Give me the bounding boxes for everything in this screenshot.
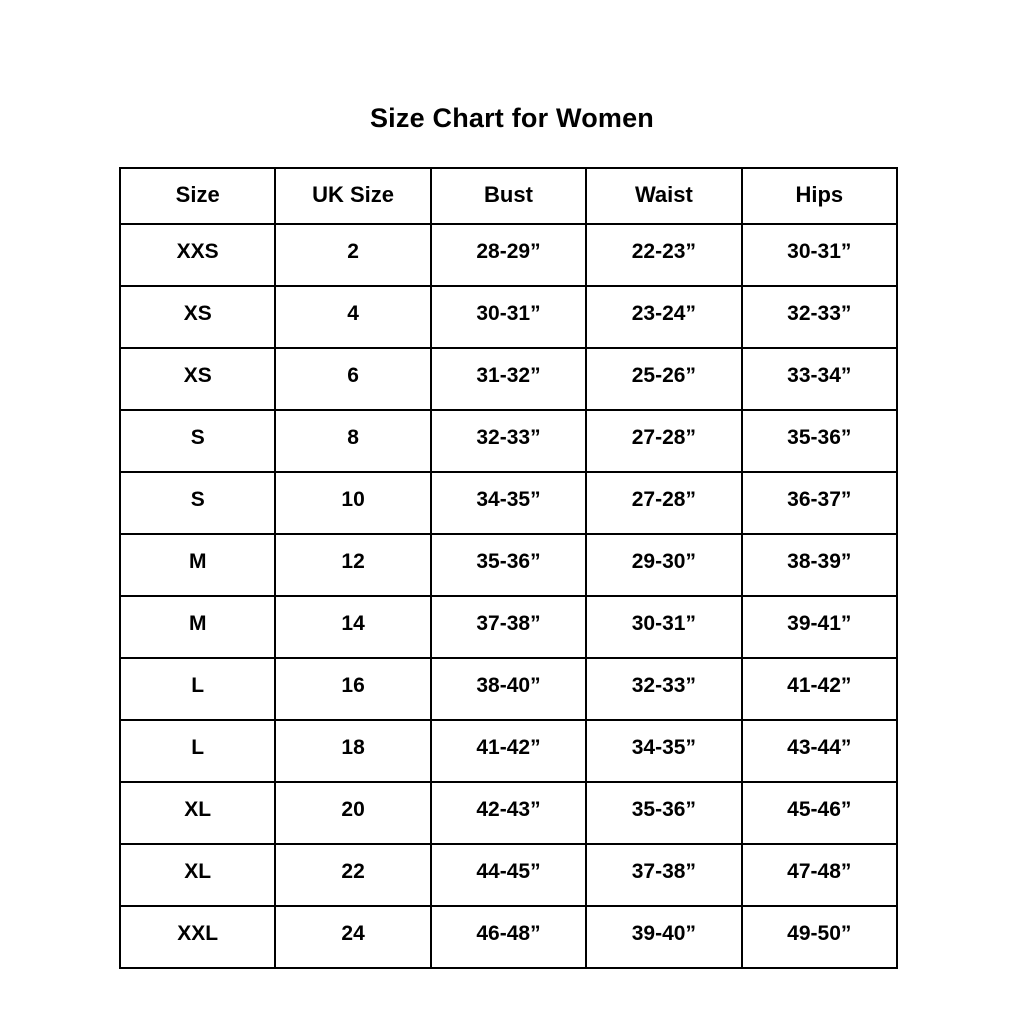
- table-cell: 16: [275, 658, 430, 720]
- table-cell: 35-36”: [431, 534, 586, 596]
- table-cell: M: [120, 596, 275, 658]
- table-cell: S: [120, 410, 275, 472]
- column-header: Bust: [431, 168, 586, 224]
- table-cell: 25-26”: [586, 348, 741, 410]
- table-row: [120, 720, 897, 782]
- table-cell: 12: [275, 534, 430, 596]
- table-cell: L: [120, 658, 275, 720]
- table-cell: 34-35”: [586, 720, 741, 782]
- table-cell: 4: [275, 286, 430, 348]
- table-row: [120, 534, 897, 596]
- table-cell: 41-42”: [742, 658, 897, 720]
- table-row: [120, 224, 897, 286]
- table-cell: 39-40”: [586, 906, 741, 968]
- table-cell: 35-36”: [586, 782, 741, 844]
- table-row: [120, 844, 897, 906]
- table-cell: 24: [275, 906, 430, 968]
- table-cell: XL: [120, 844, 275, 906]
- table-cell: 23-24”: [586, 286, 741, 348]
- table-cell: XS: [120, 286, 275, 348]
- column-header: Waist: [586, 168, 741, 224]
- column-header: Hips: [742, 168, 897, 224]
- table-cell: 39-41”: [742, 596, 897, 658]
- table-cell: 28-29”: [431, 224, 586, 286]
- table-cell: 18: [275, 720, 430, 782]
- table-body: [120, 224, 897, 968]
- table-cell: 47-48”: [742, 844, 897, 906]
- table-cell: 10: [275, 472, 430, 534]
- table-cell: 35-36”: [742, 410, 897, 472]
- table-row: [120, 348, 897, 410]
- table-header: [120, 168, 897, 224]
- table-cell: XS: [120, 348, 275, 410]
- table-cell: XL: [120, 782, 275, 844]
- table-cell: L: [120, 720, 275, 782]
- table-cell: 42-43”: [431, 782, 586, 844]
- table-cell: 46-48”: [431, 906, 586, 968]
- table-cell: 30-31”: [586, 596, 741, 658]
- table-cell: 37-38”: [586, 844, 741, 906]
- table-cell: 14: [275, 596, 430, 658]
- table-cell: 32-33”: [742, 286, 897, 348]
- table-cell: 45-46”: [742, 782, 897, 844]
- column-header: UK Size: [275, 168, 430, 224]
- table-cell: 32-33”: [431, 410, 586, 472]
- column-header: Size: [120, 168, 275, 224]
- table-row: [120, 596, 897, 658]
- table-cell: S: [120, 472, 275, 534]
- table-cell: 30-31”: [431, 286, 586, 348]
- table-cell: 32-33”: [586, 658, 741, 720]
- table-cell: 20: [275, 782, 430, 844]
- table-cell: 22-23”: [586, 224, 741, 286]
- table-cell: 37-38”: [431, 596, 586, 658]
- table-cell: 49-50”: [742, 906, 897, 968]
- table-cell: 27-28”: [586, 410, 741, 472]
- table-cell: 43-44”: [742, 720, 897, 782]
- table-cell: 38-40”: [431, 658, 586, 720]
- table-row: [120, 658, 897, 720]
- table-cell: M: [120, 534, 275, 596]
- table-cell: 41-42”: [431, 720, 586, 782]
- table-cell: 44-45”: [431, 844, 586, 906]
- page-title: Size Chart for Women: [369, 103, 655, 133]
- size-chart-table: [119, 167, 898, 969]
- table-row: [120, 472, 897, 534]
- table-cell: 38-39”: [742, 534, 897, 596]
- table-cell: 34-35”: [431, 472, 586, 534]
- table-cell: XXS: [120, 224, 275, 286]
- table-row: [120, 410, 897, 472]
- table-row: [120, 782, 897, 844]
- table-cell: 31-32”: [431, 348, 586, 410]
- table-cell: 27-28”: [586, 472, 741, 534]
- table-cell: 2: [275, 224, 430, 286]
- table-row: [120, 286, 897, 348]
- table-cell: XXL: [120, 906, 275, 968]
- table-cell: 22: [275, 844, 430, 906]
- table-cell: 6: [275, 348, 430, 410]
- table-cell: 33-34”: [742, 348, 897, 410]
- table-cell: 8: [275, 410, 430, 472]
- table-row: [120, 906, 897, 968]
- table-cell: 30-31”: [742, 224, 897, 286]
- header-row: [120, 168, 897, 224]
- table-cell: 29-30”: [586, 534, 741, 596]
- table-cell: 36-37”: [742, 472, 897, 534]
